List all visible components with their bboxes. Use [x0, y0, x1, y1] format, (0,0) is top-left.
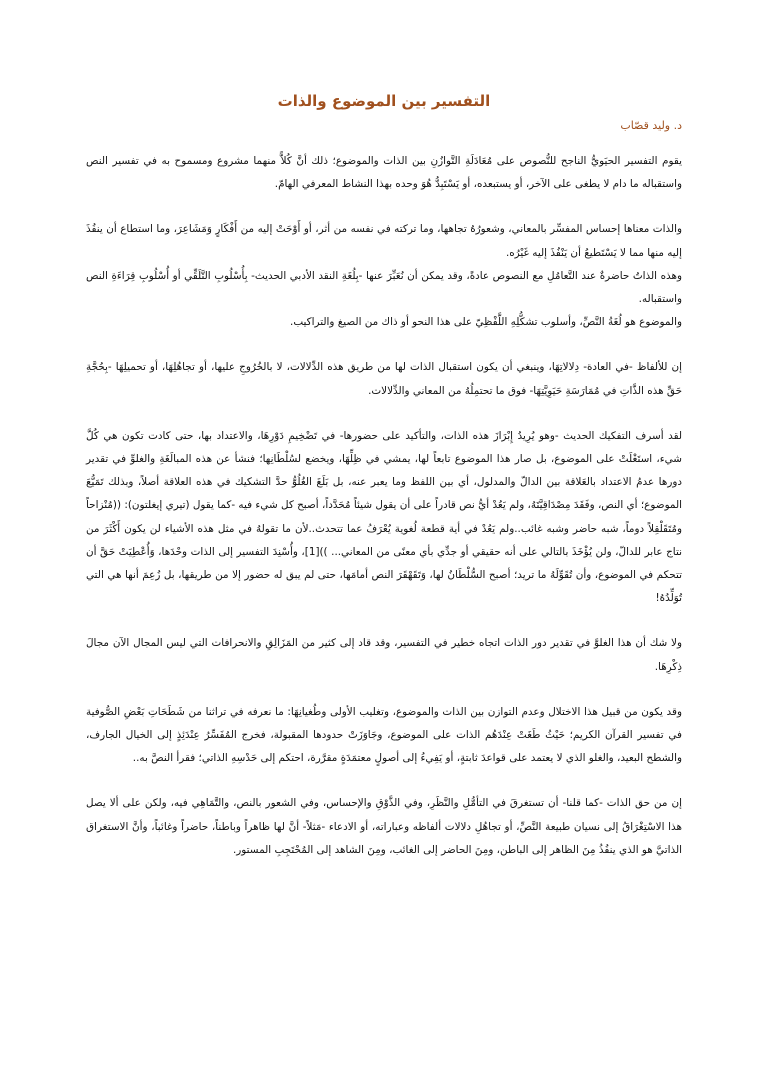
- paragraph-sufi-example: وقد يكون من قبيل هذا الاختلال وعدم التوازن بين الذات والموضوع، وتغليب الأولى وطُغيانِهَا: ما نعرفه في تراثنا من شَطَحَاتِ بَعْضِ الصُّوفية في تفسير القرآن الكريم؛ حَيْثُ طَغَتْ عِنْدَهُم الذات على الموضوع، وجَاوَزَتْ حدودها المقبولة، فخرج المُفَسِّرُ عِنْدَئِذٍ إلى الخيال الجارف، والشطح البعيد، والغلو الذي لا يعتمد على قواعدَ ثابتةٍ، أو يَفِيءُ إلى أصولٍ معتمَدَةٍ مقرَّرة، احتكم إلى حَدْسِهِ الذاتي؛ فقرأ النصَّ به..: [86, 705, 682, 765]
- paragraph-self-definition: والذات معناها إحساس المفسِّر بالمعاني، وشعورُهُ تجاهها، وما تركته في نفسه من أثر، أو أَوْحَتْ إليه من أَفْكَارٍ وَمَشَاعِرَ، وما استطاع أن ينفُذَ إليه منها مما لا يَسْتَطيعُ أن يَنْفُذَ إليه غَيْرُه.: [86, 223, 682, 259]
- article-body: [86, 150, 682, 862]
- paragraph-intro: يقوم التفسير الحيَويُّ الناجح للنُّصوص على مُعَادَلَةِ التَّوازُنِ بين الذات والموضوع؛ ذلك أنَّ كُلاًّ منهما مشروع ومسموح به في تفسير النص واستقباله ما دام لا يطغى على الآخر، أو يستبعده، أو يَسْتَبِدُّ هُوَ وحده بهذا النشاط المعرفي الهامّ.: [86, 155, 682, 191]
- paragraph-word-meanings: إن للألفاظ -في العادة- دِلالاتِهَا، وينبغي أن يكون استقبال الذات لها من طريق هذه الدِّلالات، لا بالخُرُوجِ عليها، أو تجاهُلِهَا، أو تحميلِهَا -بِحُجَّةِ حَقِّ هذه الذَّاتِ في مُمَارَسَةِ حَيَوِيَّتِهَا- فوق ما تحتمِلُهُ من المعاني والدِّلالات.: [86, 361, 682, 397]
- article-author: د. وليد قصّاب: [620, 119, 682, 132]
- paragraph-subject-definition: والموضوع هو لُغَةُ النَّصِّ، وأسلوب تشكُّلِهِ اللَّفْظِيّ على هذا النحو أو ذاك من الصيغ والتراكيب.: [290, 316, 682, 329]
- article-title: التفسير بين الموضوع والذات: [277, 92, 491, 110]
- document-page: [86, 90, 682, 1048]
- paragraph-excess-danger: ولا شك أن هذا الغلوَّ في تقدير دور الذات اتجاه خطير في التفسير، وقد قاد إلى كثير من المَزَالِقِ والانحرافات التي ليس المجال الآن مجالَ ذِكْرِهَا.: [86, 637, 682, 673]
- paragraph-right-of-self: إن من حق الذات -كما قلنا- أن تستغرقَ في التأمُّلِ والنَّظَرِ، وفي الذَّوْقِ والإحساس، وفي الشعور بالنص، والتَّمَاهِي فيه، ولكن على ألا يصل هذا الاسْتِغْرَاقُ إلى نسيان طبيعة النَّصِّ، أو تجاهُلِ دلالات ألفاظه وعباراته، أو الادعاء -مَثلاً- أنَّ لها ظاهراً وباطناً، حاضراً وغائباً، وأنَّ الاستغراق الذاتيَّ هو الذي ينفُذُ مِنَ الظاهر إلى الباطن، ومِنَ الحاضر إلى الغائب، ومِنَ الشاهد إلى المُحْتَجِبِ المستور.: [86, 797, 682, 856]
- paragraph-deconstruction: لقد أسرف التفكيك الحديث -وهو يُرِيدُ إِبْرَازَ هذه الذات، والتأكيد على حضورها- في تَضْخِيمِ دَوْرِهَا، والاعتداد بها، حتى كادت تكون هي كُلَّ شيء، استَغْلَتْ على الموضوع، بل صار هذا الموضوع تابعاً لها، يمشي في ظِلِّهَا، ويخضع لسُلْطَانِها؛ فنشأ عن هذه المبالَغَةِ والغلوِّ في تقدير دورها عدمُ الاعتداد بالعَلاقة بين الدالّ والمدلول، أي بين اللفظ وما يعبر عنه، بل بَلَغَ الغُلُوُّ حدَّ التشكيك في هذه العلاقة أصلاً، وبذلك تَمَيُّعَ الموضوع؛ أي النص، وفَقَدَ مِصْدَاقِيَّتَهُ، ولم يَعُدْ أيُّ نص قادراً على أن يقول شيئاً مُحَدَّداً، أصبح كل شيء فيه -كما يقول (تيري إيغلتون): ((مُنْزاحاً ومُتَقَلْقِلاً دوماً، شبه حاضر وشبه غائب..ولم يَعُدْ في أية قطعة لُغوية يُعْرَفُ عما تتحدث..لأن ما تقولهُ في مثل هذه الأشياء لن يكون أَكْثَرَ من نتاج عابر للدالّ، ولن يُؤْخَذَ بالتالي على أنه حقيقي أو جدِّي بأي معنًى من المعاني... ))[1]، وأُسْنِدَ التفسير إلى الذات وحْدَها، وَأُعْطِيَتْ حَقَّ أن تتحكم في الموضوع، وأن تُقَوِّلَهُ ما تريد؛ أصبح السُّلْطَانُ لها، وَتَقَهْقَرَ النص أمامَها، حتى لم يبق له حضور إلا من طريقها، بل زُعِمَ أنها هي التي تُوَلِّدُهُ!: [86, 429, 682, 605]
- paragraph-self-presence: وهذه الذاتُ حاضرةٌ عند التَّعامُلِ مع النصوص عادةً، وقد يمكن أن نُعَبِّرَ عنها -بِلُغَةِ النقد الأدبي الحديث- بِأُسْلُوبِ التَّلَقِّي أو أُسْلُوبِ قِرَاءَةِ النص واستقباله.: [86, 269, 682, 306]
